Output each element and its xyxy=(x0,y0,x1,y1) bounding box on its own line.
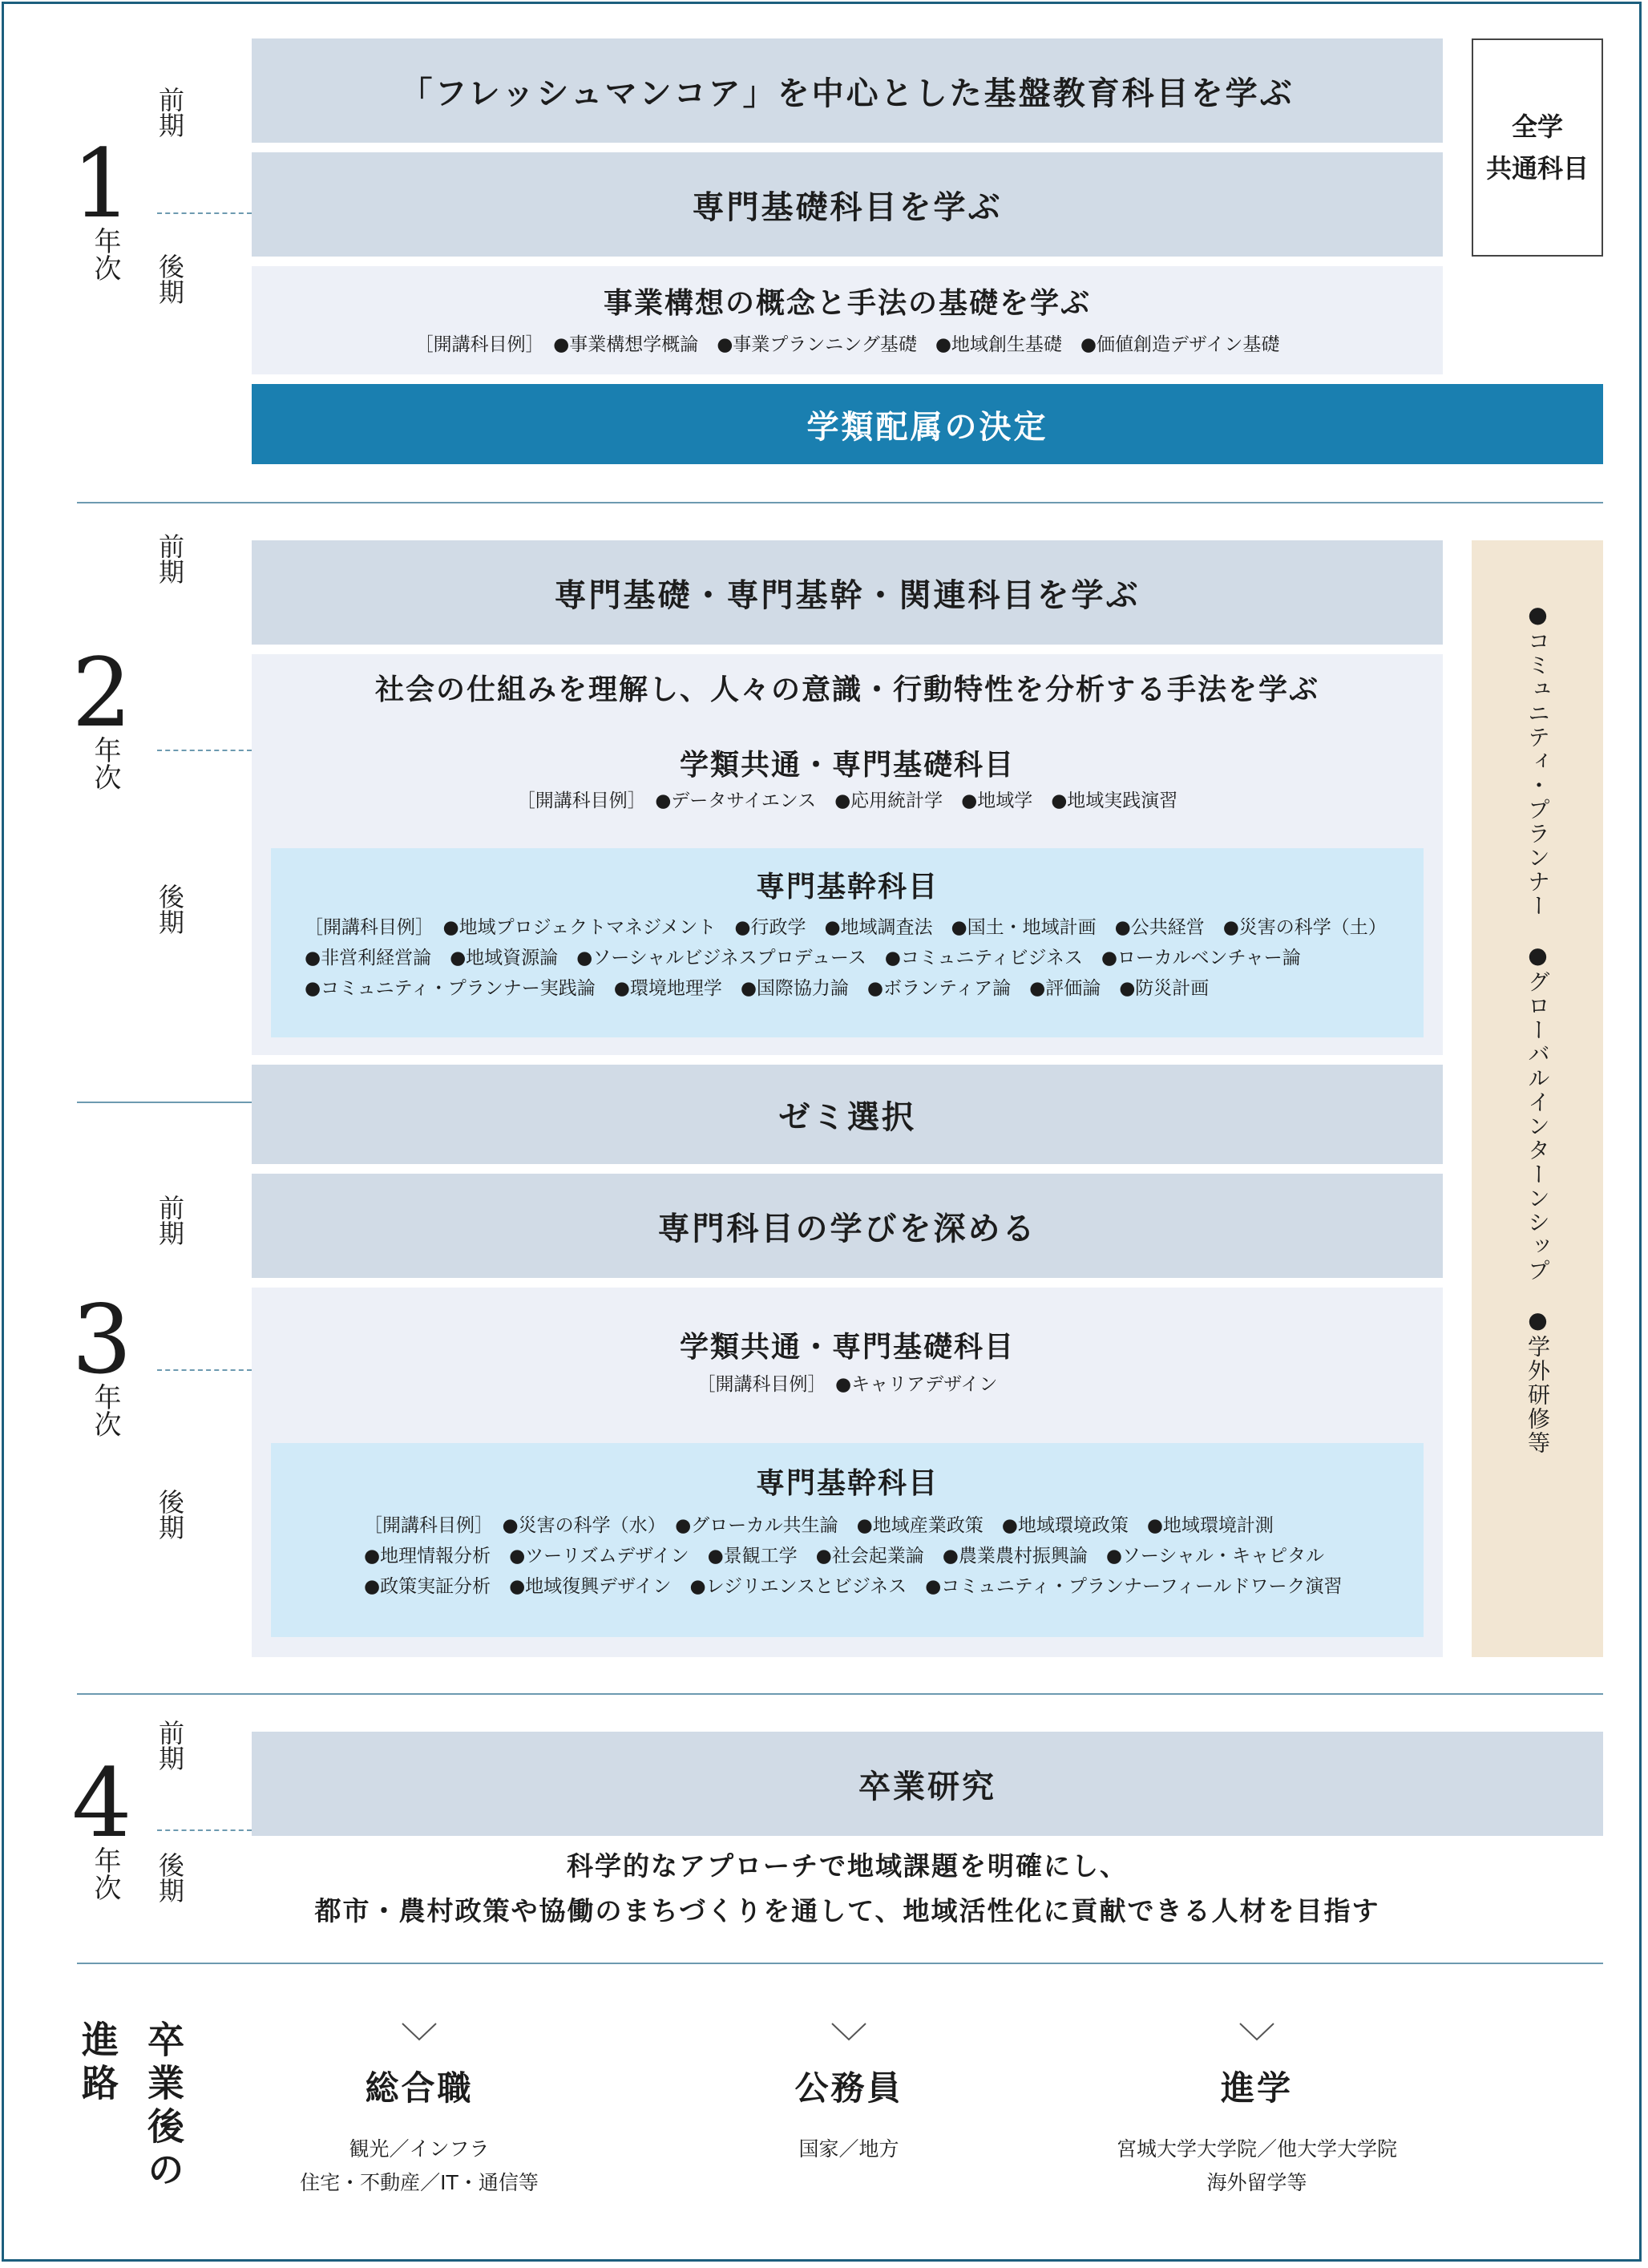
career-detail-line: 国家／地方 xyxy=(798,2137,899,2161)
core-example-line: ●コミュニティ・プランナー実践論 ●環境地理学 ●国際協力論 ●ボランティア論 ●評価論 ●防災計画 xyxy=(305,978,1210,999)
year-1-concept-band xyxy=(252,266,1443,374)
year-1-label: 年次 xyxy=(89,227,121,281)
university-common-courses-box xyxy=(1472,38,1603,257)
year-2-detail-panel xyxy=(252,654,1443,1055)
semester-divider xyxy=(157,1829,252,1831)
career-detail-line: 観光／インフラ xyxy=(349,2137,490,2161)
career-detail xyxy=(1048,2133,1465,2200)
year-2-common-title: 学類共通・専門基礎科目 xyxy=(679,748,1015,782)
year-1-first-semester: 前期 xyxy=(155,87,185,138)
goal-line-1: 科学的なアプローチで地域課題を明確にし、 xyxy=(567,1850,1128,1882)
semester-divider xyxy=(157,750,252,751)
year-3-band-text: 専門科目の学びを深める xyxy=(657,1209,1037,1247)
career-detail-line: 海外留学等 xyxy=(1206,2171,1307,2194)
year-1-second-semester: 後期 xyxy=(155,253,185,305)
year-3-second-semester: 後期 xyxy=(155,1489,185,1540)
year-4-label: 年次 xyxy=(89,1846,121,1901)
careers-heading-a: 進路 xyxy=(76,2020,119,2107)
year-3-label: 年次 xyxy=(89,1383,121,1437)
year-2-number: 2 xyxy=(71,637,132,748)
core-example-line: ●非営利経営論 ●地域資源論 ●ソーシャルビジネスプロデュース ●コミュニティビジネス ●ローカルベンチャー論 xyxy=(305,948,1301,968)
career-title: 総合職 xyxy=(365,2068,474,2108)
year-divider xyxy=(77,502,1603,503)
year-3-detail-panel xyxy=(252,1288,1443,1657)
year-3-first-semester: 前期 xyxy=(155,1195,185,1246)
year-2-band-text: 専門基礎・専門基幹・関連科目を学ぶ xyxy=(554,576,1141,614)
year-divider xyxy=(77,1963,1603,1964)
seminar-selection-text: ゼミ選択 xyxy=(778,1098,916,1136)
career-title: 公務員 xyxy=(794,2068,903,2108)
common-courses-text: 全学 共通科目 xyxy=(1485,111,1589,184)
side-programs-column xyxy=(1472,540,1603,1657)
basic-band-text: 専門基礎科目を学ぶ xyxy=(692,188,1003,226)
year-divider xyxy=(77,1693,1603,1695)
year-2-core-box xyxy=(271,848,1424,1037)
year-1-basic-band xyxy=(252,152,1443,257)
career-title: 進学 xyxy=(1220,2068,1293,2108)
year-2-second-semester: 後期 xyxy=(155,883,185,935)
year-2-first-semester: 前期 xyxy=(155,533,185,584)
year-3-core-box xyxy=(271,1443,1424,1637)
year-2-label: 年次 xyxy=(89,736,121,790)
graduation-research-text: 卒業研究 xyxy=(858,1767,996,1805)
chevron-down-icon xyxy=(830,2022,867,2041)
goal-line-2: 都市・農村政策や協働のまちづくりを通して、地域活性化に貢献できる人材を目指す xyxy=(314,1895,1380,1926)
core-example-line: ●地理情報分析 ●ツーリズムデザイン ●景観工学 ●社会起業論 ●農業農村振興論 ●ソーシャル・キャピタル xyxy=(364,1546,1324,1567)
year-2-intro: 社会の仕組みを理解し、人々の意識・行動特性を分析する手法を学ぶ xyxy=(374,673,1319,706)
chevron-down-icon xyxy=(1238,2022,1275,2041)
career-detail xyxy=(640,2133,1057,2166)
year-3-band xyxy=(252,1174,1443,1278)
department-decision-band xyxy=(252,384,1603,464)
seminar-selection-band xyxy=(252,1065,1443,1164)
career-detail-line: 宮城大学大学院／他大学大学院 xyxy=(1116,2137,1397,2161)
year-2-band xyxy=(252,540,1443,645)
year-2-core-examples xyxy=(305,912,1411,1004)
core-example-line: ［開講科目例］ ●地域プロジェクトマネジメント ●行政学 ●地域調査法 ●国土・地域計画 ●公共経営 ●災害の科学（土） xyxy=(305,917,1387,938)
department-decision-text: 学類配属の決定 xyxy=(806,407,1048,446)
year-4-number: 4 xyxy=(71,1748,132,1858)
graduation-research-band xyxy=(252,1732,1603,1836)
year-3-core-examples xyxy=(364,1510,1406,1602)
career-detail-line: 住宅・不動産／IT・通信等 xyxy=(300,2171,539,2194)
year-3-core-title: 専門基幹科目 xyxy=(755,1466,939,1500)
year-2-core-title: 専門基幹科目 xyxy=(755,870,939,904)
year-3-number: 3 xyxy=(71,1284,132,1395)
concept-band-title: 事業構想の概念と手法の基礎を学ぶ xyxy=(603,286,1091,320)
year-2-common-examples: ［開講科目例］ ●データサイエンス ●応用統計学 ●地域学 ●地域実践演習 xyxy=(516,790,1178,811)
year-4-first-semester: 前期 xyxy=(155,1720,185,1771)
year-4-second-semester: 後期 xyxy=(155,1852,185,1903)
core-example-line: ［開講科目例］ ●災害の科学（水） ●グローカル共生論 ●地域産業政策 ●地域環境政策 ●地域環境計測 xyxy=(364,1515,1274,1536)
career-detail xyxy=(211,2133,628,2200)
year-1-foundation-band xyxy=(252,38,1443,143)
year-3-common-title: 学類共通・専門基礎科目 xyxy=(679,1330,1015,1364)
year-1-number: 1 xyxy=(71,128,132,239)
careers-heading-b: 卒業後の xyxy=(142,2020,185,2193)
core-example-line: ●政策実証分析 ●地域復興デザイン ●レジリエンスとビジネス ●コミュニティ・プランナーフィールドワーク演習 xyxy=(364,1576,1343,1597)
graduate-goal xyxy=(252,1844,1443,1934)
side-programs-text: ●コミュニティ・プランナー ●グローバルインターンシップ ●学外研修等 xyxy=(1525,601,1551,1455)
year-3-common-examples: ［開講科目例］ ●キャリアデザイン xyxy=(697,1374,998,1395)
semester-divider xyxy=(157,212,252,214)
chevron-down-icon xyxy=(401,2022,438,2041)
semester-divider xyxy=(157,1369,252,1371)
year-divider xyxy=(77,1102,252,1103)
foundation-band-text: 「フレッシュマンコア」を中心とした基盤教育科目を学ぶ xyxy=(400,74,1295,112)
concept-band-examples: ［開講科目例］ ●事業構想学概論 ●事業プランニング基礎 ●地域創生基礎 ●価値創造デザイン基礎 xyxy=(414,334,1280,355)
